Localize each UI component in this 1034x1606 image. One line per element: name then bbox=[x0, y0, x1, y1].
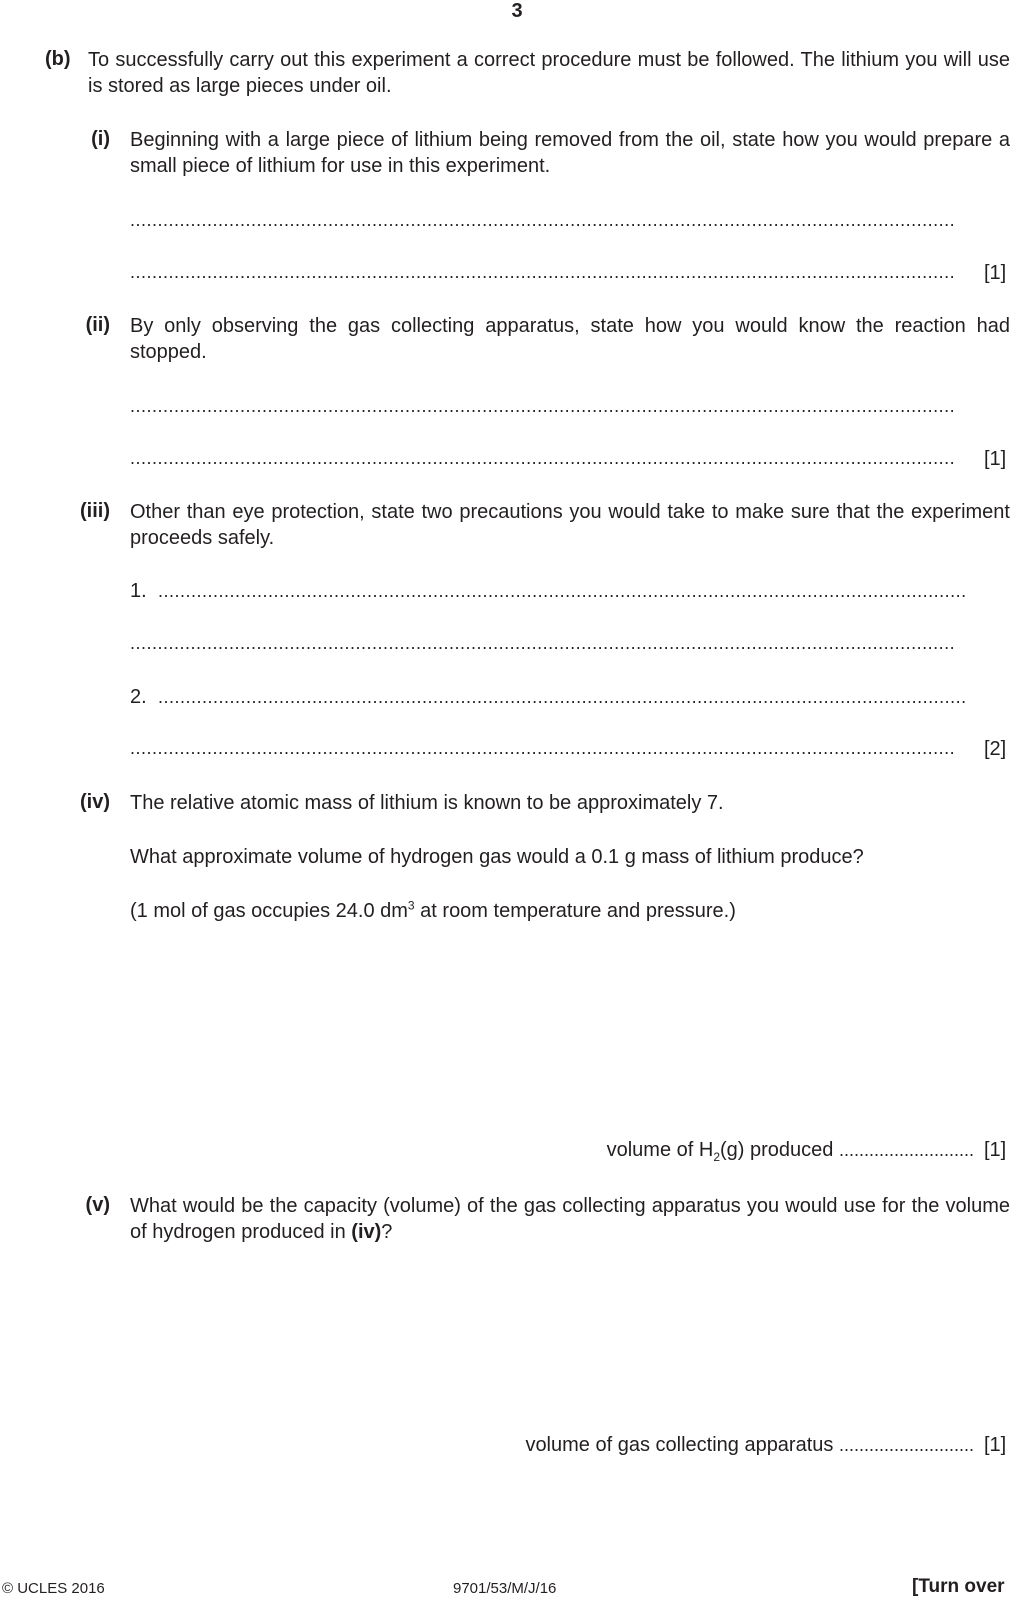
precaution-2-dots: ................................................................................................................................................... bbox=[158, 687, 967, 707]
cubed-superscript: 3 bbox=[407, 898, 415, 913]
part-b-label: (b) bbox=[45, 48, 71, 70]
answer-v-dots: ........................... bbox=[838, 1435, 974, 1455]
question-iii-label: (iii) bbox=[80, 500, 110, 522]
question-iv-line-1: The relative atomic mass of lithium is known to be approximately 7. bbox=[130, 792, 724, 814]
question-v-text-main: What would be the capacity (volume) of the gas collecting apparatus you would use for the volume of hydrogen produced in bbox=[130, 1195, 1010, 1243]
precaution-1-line[interactable] bbox=[130, 580, 1010, 604]
mark-iii: [2] bbox=[984, 738, 1007, 760]
precaution-2-number: 2. bbox=[130, 686, 147, 708]
precaution-1-dots: ................................................................................................................................................... bbox=[158, 581, 967, 601]
precaution-1-line-2[interactable]: ...................................................................................................................................................... bbox=[130, 633, 956, 653]
answer-line-ii-2[interactable]: ...................................................................................................................................................... bbox=[130, 448, 956, 468]
question-v-end: ? bbox=[381, 1221, 393, 1243]
answer-iv-label: volume of H bbox=[606, 1139, 714, 1161]
gas-volume-note-end: at room temperature and pressure.) bbox=[414, 900, 736, 922]
answer-iv[interactable] bbox=[607, 1139, 974, 1162]
mark-v: [1] bbox=[984, 1434, 1007, 1456]
gas-volume-note: (1 mol of gas occupies 24.0 dm bbox=[130, 900, 408, 922]
answer-line-ii-1[interactable]: ...................................................................................................................................................... bbox=[130, 396, 956, 416]
question-iv-label: (iv) bbox=[80, 791, 110, 813]
question-ii-text: By only observing the gas collecting apparatus, state how you would know the reaction had stopped. bbox=[130, 315, 1010, 363]
question-i-label: (i) bbox=[91, 128, 110, 150]
mark-iv: [1] bbox=[984, 1139, 1007, 1161]
question-iv-line-2: What approximate volume of hydrogen gas would a 0.1 g mass of lithium produce? bbox=[130, 846, 864, 868]
h2-subscript: 2 bbox=[713, 1150, 720, 1164]
question-iv-line-3 bbox=[130, 898, 1010, 924]
question-iii-text: Other than eye protection, state two precautions you would take to make sure that the experiment proceeds safely. bbox=[130, 501, 1010, 549]
page-number: 3 bbox=[511, 0, 523, 22]
mark-ii: [1] bbox=[984, 448, 1007, 470]
answer-line-i-1[interactable]: ...................................................................................................................................................... bbox=[130, 210, 956, 230]
precaution-2-line-2[interactable]: ...................................................................................................................................................... bbox=[130, 738, 956, 758]
turn-over: [Turn over bbox=[912, 1576, 1005, 1597]
precaution-1-number: 1. bbox=[130, 580, 147, 602]
question-ii-label: (ii) bbox=[85, 314, 110, 336]
answer-iv-dots: ........................... bbox=[838, 1140, 974, 1160]
part-b-text: To successfully carry out this experiment a correct procedure must be followed. The lithium you will use is stored as large pieces under oil. bbox=[88, 49, 1010, 97]
answer-v-label: volume of gas collecting apparatus bbox=[525, 1434, 834, 1456]
answer-iv-label-end: (g) produced bbox=[720, 1139, 834, 1161]
question-v-label: (v) bbox=[85, 1194, 110, 1216]
question-v-text bbox=[130, 1193, 1010, 1245]
mark-i: [1] bbox=[984, 262, 1007, 284]
answer-line-i-2[interactable]: ...................................................................................................................................................... bbox=[130, 262, 956, 282]
precaution-2-line[interactable] bbox=[130, 686, 1010, 710]
paper-code: 9701/53/M/J/16 bbox=[453, 1580, 557, 1597]
answer-v[interactable] bbox=[525, 1434, 974, 1457]
copyright: © UCLES 2016 bbox=[2, 1580, 105, 1597]
question-v-ref: (iv) bbox=[351, 1221, 382, 1243]
question-i-text: Beginning with a large piece of lithium being removed from the oil, state how you would prepare a small piece of lithium for use in this experiment. bbox=[130, 129, 1010, 177]
